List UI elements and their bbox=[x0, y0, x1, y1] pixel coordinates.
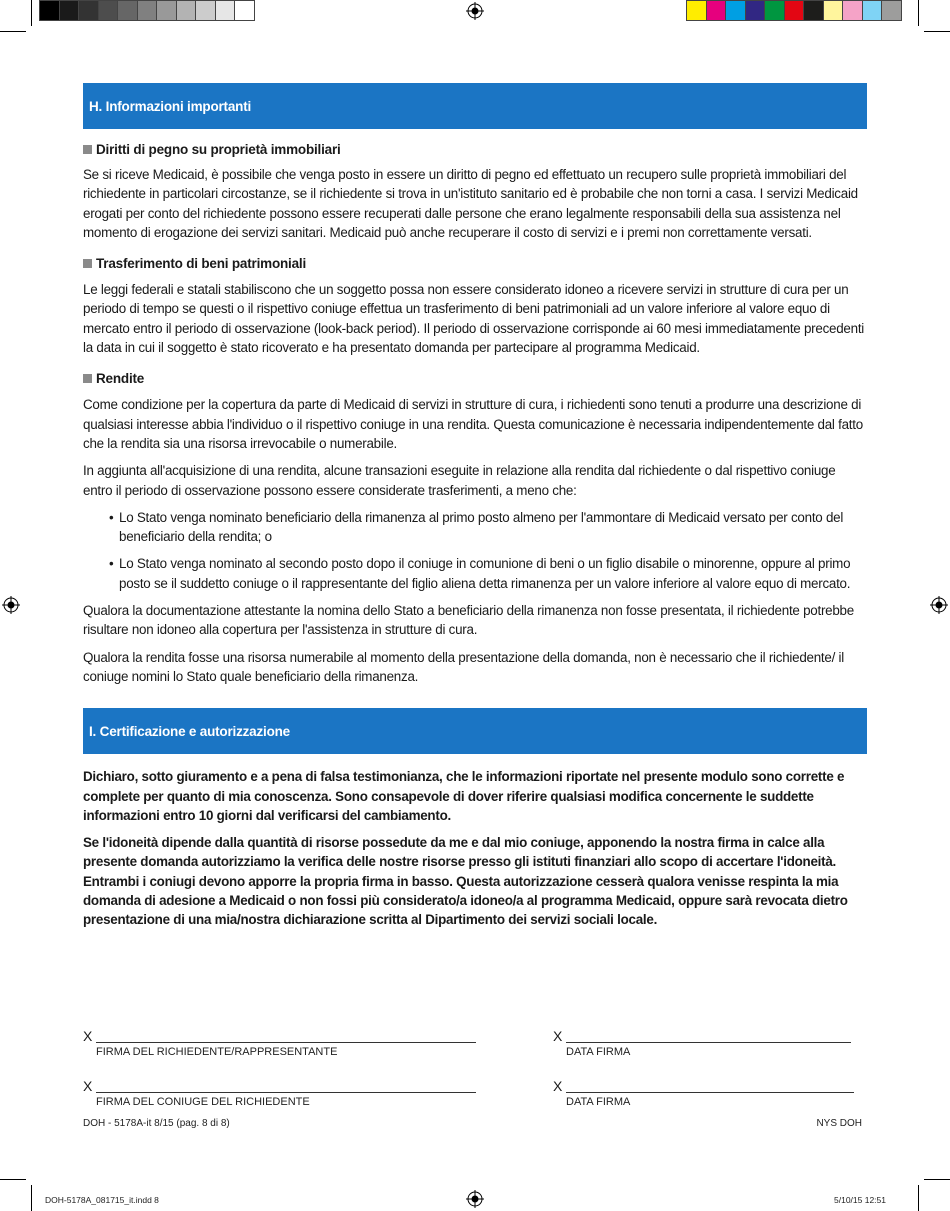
color-swatch bbox=[215, 0, 236, 21]
color-swatch bbox=[117, 0, 138, 21]
signature-x-mark: X bbox=[83, 1028, 93, 1044]
crop-mark bbox=[0, 31, 26, 32]
paragraph: Come condizione per la copertura da parte di Medicaid di servizi in strutture di cura, i richiedenti sono tenuti a produrre una descrizione di qualsiasi interesse abbia l'individuo o il rispettivo coniuge in una rendita. Questa comunicazione è necessaria indipendentemente dal fatto che la rendita sia una risorsa irrevocabile o numerabile. bbox=[83, 397, 863, 451]
subsection-heading-text: Diritti di pegno su proprietà immobiliari bbox=[96, 142, 341, 157]
date-line[interactable] bbox=[566, 1081, 854, 1093]
color-swatch bbox=[39, 0, 60, 21]
bullet-list bbox=[83, 508, 867, 593]
signature-x-mark: X bbox=[553, 1078, 563, 1094]
registration-mark-icon bbox=[466, 2, 484, 20]
color-swatch bbox=[686, 0, 707, 21]
subsection-heading-text: Trasferimento di beni patrimoniali bbox=[96, 256, 306, 272]
file-slug: DOH-5178A_081715_it.indd 8 bbox=[45, 1195, 159, 1205]
color-swatch bbox=[862, 0, 883, 21]
color-swatch bbox=[78, 0, 99, 21]
crop-mark bbox=[918, 0, 919, 26]
color-swatch bbox=[725, 0, 746, 21]
list-item: • Lo Stato venga nominato beneficiario della rimanenza al primo posto almeno per l'ammontare di Medicaid versato per conto del beneficiario della rendita; o bbox=[109, 508, 867, 547]
signature-x-mark: X bbox=[83, 1078, 93, 1094]
signature-x-mark: X bbox=[553, 1028, 563, 1044]
crop-mark bbox=[0, 1179, 26, 1180]
color-swatch bbox=[784, 0, 805, 21]
paragraph: Qualora la rendita fosse una risorsa numerabile al momento della presentazione della domanda, non è necessario che il richiedente/ il coniuge nomini lo Stato quale beneficiario della rimanenza. bbox=[83, 649, 844, 684]
subsection-heading bbox=[83, 142, 867, 157]
color-swatch bbox=[59, 0, 80, 21]
date-label: DATA FIRMA bbox=[566, 1096, 631, 1108]
signature-line[interactable] bbox=[96, 1031, 476, 1043]
crop-mark bbox=[924, 31, 950, 32]
subsection-heading bbox=[83, 371, 867, 386]
registration-mark-icon bbox=[466, 1190, 484, 1208]
color-swatch bbox=[137, 0, 158, 21]
color-swatch bbox=[176, 0, 197, 21]
color-swatch bbox=[745, 0, 766, 21]
date-line[interactable] bbox=[566, 1031, 851, 1043]
section-i-header bbox=[83, 708, 867, 754]
signature-line[interactable] bbox=[96, 1081, 476, 1093]
crop-mark bbox=[924, 1179, 950, 1180]
color-swatch bbox=[764, 0, 785, 21]
color-swatch bbox=[234, 0, 255, 21]
color-swatch bbox=[881, 0, 902, 21]
paragraph: In aggiunta all'acquisizione di una rendita, alcune transazioni eseguite in relazione alla rendita dal richiedente o dal rispettivo coniuge entro il periodo di osservazione possono essere considerate trasferimenti, a meno che: bbox=[83, 463, 836, 498]
color-swatch bbox=[156, 0, 177, 21]
color-swatch bbox=[195, 0, 216, 21]
crop-mark bbox=[31, 1185, 32, 1211]
process-color-bar bbox=[686, 0, 901, 22]
spouse-signature-label: FIRMA DEL CONIUGE DEL RICHIEDENTE bbox=[96, 1096, 310, 1108]
date-label: DATA FIRMA bbox=[566, 1046, 631, 1058]
gray-color-bar bbox=[39, 0, 254, 22]
form-id: DOH - 5178A-it 8/15 (pag. 8 di 8) bbox=[83, 1118, 230, 1129]
crop-mark bbox=[31, 0, 32, 26]
paragraph: Le leggi federali e statali stabiliscono che un soggetto possa non essere considerato idoneo a ricevere servizi in strutture di cura per un periodo di tempo se questi o il rispettivo coniuge effettua un trasferimento di beni patrimoniali ad un valore inferiore al valore equo di mercato entro il periodo di osservazione (look-back period). Il periodo di osservazione corrisponde ai 60 mesi immediatamente precedenti la data in cui il soggetto è stato ricoverato e ha presentato domanda per partecipare al programma Medicaid. bbox=[83, 282, 865, 356]
certification-paragraph: Dichiaro, sotto giuramento e a pena di falsa testimonianza, che le informazioni riportate nel presente modulo sono corrette e complete per quanto di mia conoscenza. Sono consapevole di dover riferire qualsiasi modifica concernente le suddette informazioni entro 10 giorni dal verificarsi del cambiamento. bbox=[83, 769, 845, 823]
section-h-header bbox=[83, 83, 867, 129]
section-i-title: I. Certificazione e autorizzazione bbox=[89, 723, 290, 739]
bullet-square-icon bbox=[83, 145, 92, 154]
registration-mark-icon bbox=[930, 596, 948, 614]
color-swatch bbox=[823, 0, 844, 21]
applicant-date-field[interactable] bbox=[553, 1029, 851, 1043]
print-timestamp: 5/10/15 12:51 bbox=[834, 1195, 886, 1205]
subsection-heading bbox=[83, 256, 867, 271]
color-swatch bbox=[98, 0, 119, 21]
color-swatch bbox=[803, 0, 824, 21]
subsection-heading-text: Rendite bbox=[96, 371, 145, 387]
spouse-signature-field[interactable] bbox=[83, 1079, 476, 1093]
color-swatch bbox=[706, 0, 727, 21]
list-item: • Lo Stato venga nominato al secondo posto dopo il coniuge in comunione di beni o un figlio disabile o minorenne, oppure al primo posto se il suddetto coniuge o il rappresentante del figlio aliena detta rimanenza per un valore inferiore al valore equo di mercato. bbox=[109, 554, 867, 593]
authorization-paragraph: Se l'idoneità dipende dalla quantità di risorse possedute da me e dal mio coniuge, apponendo la nostra firma in calce alla presente domanda autorizziamo la verifica delle nostre risorse presso gli istituti finanziari allo scopo di accertare l'idoneità. Entrambi i coniugi devono apporre la propria firma in basso. Questa autorizzazione cesserà qualora venisse respinta la mia domanda di adesione a Medicaid o non fossi più considerato/a idoneo/a al programma Medicaid, oppure sarà revocata dietro presentazione di una mia/nostra dichiarazione scritta al Dipartimento dei servizi sociali locale. bbox=[83, 835, 848, 928]
applicant-signature-field[interactable] bbox=[83, 1029, 476, 1043]
paragraph: Se si riceve Medicaid, è possibile che venga posto in essere un diritto di pegno ed effettuato un recupero sulle proprietà immobiliari del richiedente in particolari circostanze, se il richiedente si trova in un'istituto sanitario ed è probabile che non torni a casa. I servizi Medicaid erogati per conto del richiedente possono essere recuperati dalle persone che erano legalmente responsabili della sua assistenza nel momento di erogazione dei servizi sanitari. Medicaid può anche recuperare il costo di servizi e i premi non correttamente versati. bbox=[83, 167, 858, 240]
registration-mark-icon bbox=[2, 596, 20, 614]
form-page-content bbox=[83, 83, 867, 930]
agency-name: NYS DOH bbox=[816, 1118, 862, 1129]
applicant-signature-label: FIRMA DEL RICHIEDENTE/RAPPRESENTANTE bbox=[96, 1046, 338, 1058]
crop-mark bbox=[918, 1185, 919, 1211]
paragraph: Qualora la documentazione attestante la nomina dello Stato a beneficiario della rimanenza non fosse presentata, il richiedente potrebbe risultare non idoneo alla copertura per l'assistenza in strutture di cura. bbox=[83, 603, 854, 638]
section-h-title: H. Informazioni importanti bbox=[89, 98, 252, 114]
spouse-date-field[interactable] bbox=[553, 1079, 854, 1093]
bullet-square-icon bbox=[83, 259, 92, 268]
bullet-square-icon bbox=[83, 374, 92, 383]
color-swatch bbox=[842, 0, 863, 21]
